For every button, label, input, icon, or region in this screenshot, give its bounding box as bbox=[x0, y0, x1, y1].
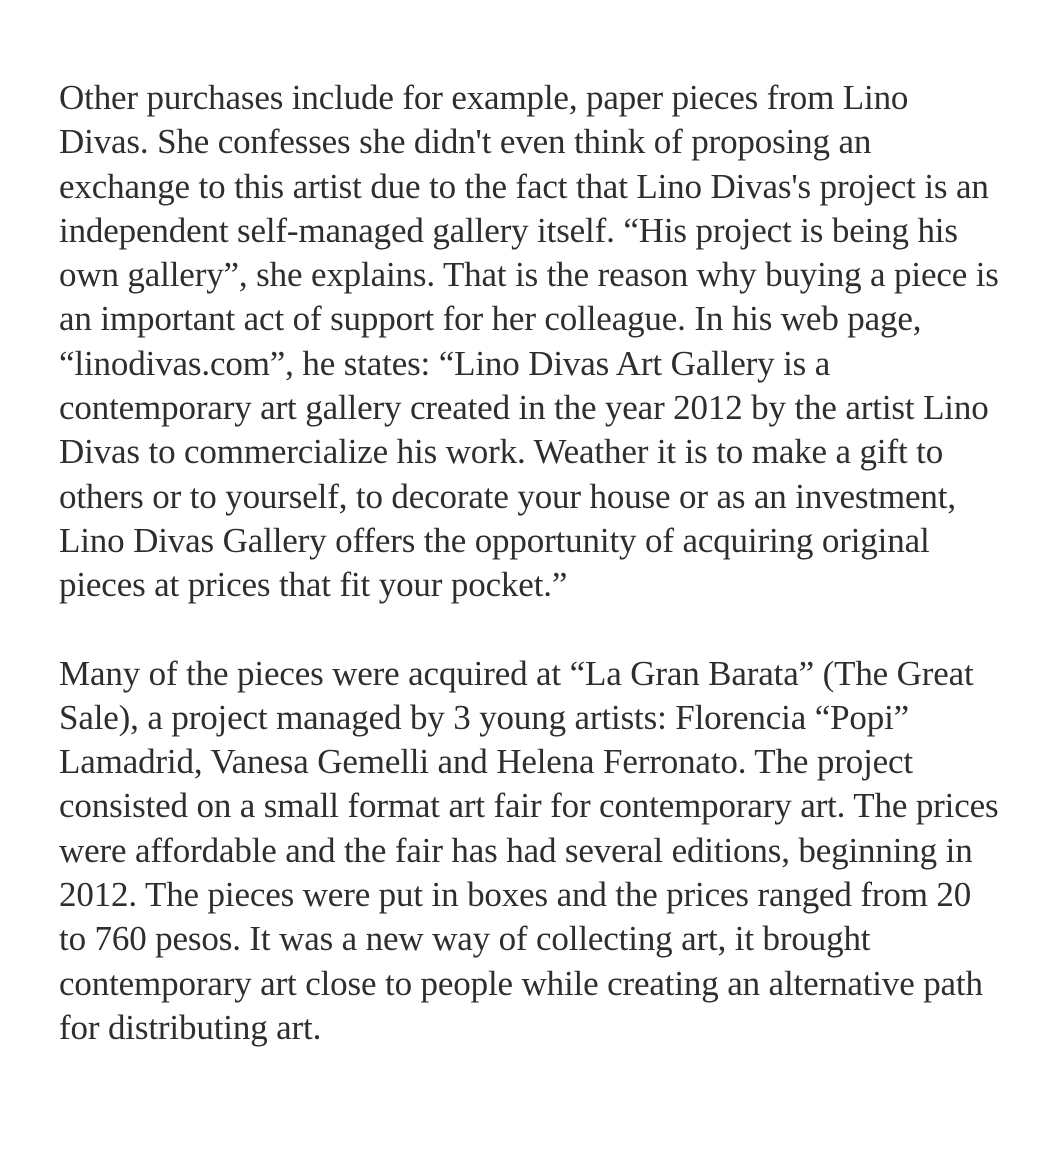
article-body bbox=[59, 76, 1004, 1050]
paragraph-la-gran-barata: Many of the pieces were acquired at “La Gran Barata” (The Great Sale), a project managed by 3 young artists: Florencia “Popi” Lamadrid, Vanesa Gemelli and Helena Ferronato. The project consisted on a small format art fair for contemporary art. The prices were affordable and the fair has had several editions, beginning in 2012. The pieces were put in boxes and the prices ranged from 20 to 760 pesos. It was a new way of collecting art, it brought contemporary art close to people while creating an alternative path for distributing art. bbox=[59, 653, 999, 1047]
paragraph-lino-divas: Other purchases include for example, paper pieces from Lino Divas. She confesses she didn't even think of proposing an exchange to this artist due to the fact that Lino Divas's project is an independent self-managed gallery itself. “His project is being his own gallery”, she explains. That is the reason why buying a piece is an important act of support for her colleague. In his web page, “linodivas.com”, he states: “Lino Divas Art Gallery is a contemporary art gallery created in the year 2012 by the artist Lino Divas to commercialize his work. Weather it is to make a gift to others or to yourself, to decorate your house or as an investment, Lino Divas Gallery offers the opportunity of acquiring original pieces at prices that fit your pocket.” bbox=[59, 78, 999, 605]
